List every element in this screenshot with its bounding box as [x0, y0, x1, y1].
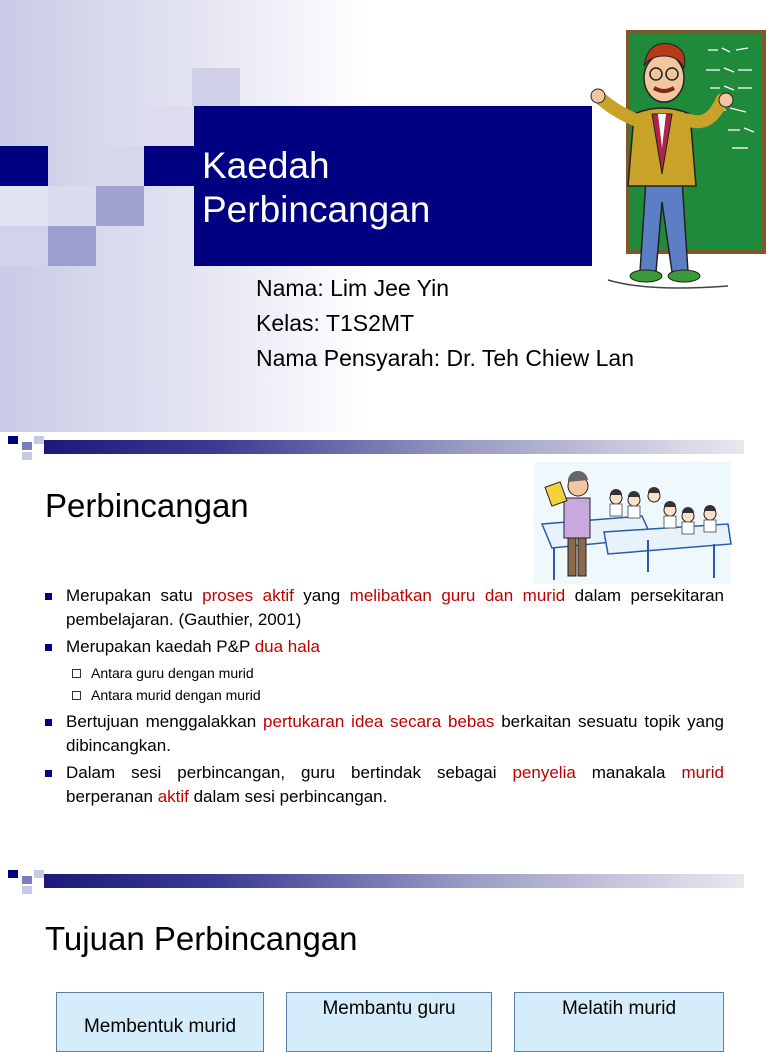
divider-pixel — [22, 876, 32, 884]
decor-square — [144, 106, 194, 146]
sub-list-item — [44, 684, 724, 706]
text: Merupakan kaedah P&P — [66, 637, 255, 656]
purpose-box-text: Membantu guru — [322, 998, 456, 1019]
text: dalam persekitaran pembelajaran. (Gauthier, 2001) — [66, 586, 725, 629]
text: berperanan — [66, 787, 158, 806]
highlight-text: murid — [681, 763, 724, 782]
text: Antara murid dengan murid — [91, 687, 261, 703]
decor-square — [48, 226, 96, 266]
list-item — [44, 710, 724, 758]
divider-pixel — [8, 870, 18, 878]
highlight-text: dua hala — [254, 637, 320, 656]
decor-square — [192, 68, 240, 106]
sub-bullet-marker — [72, 669, 81, 678]
highlight-text: penyelia — [512, 763, 576, 782]
sub-bullet-marker — [72, 691, 81, 700]
list-item — [44, 584, 724, 632]
slide-title: Tujuan Perbincangan — [45, 920, 358, 957]
text: dalam sesi perbincangan. — [188, 787, 388, 806]
decor-square — [0, 186, 48, 226]
text: Dalam sesi perbincangan, guru bertindak sebagai — [66, 763, 513, 782]
text: Merupakan satu — [66, 586, 203, 605]
highlight-text: proses aktif — [202, 586, 294, 605]
divider-bar — [44, 440, 744, 454]
bullet-marker — [45, 644, 52, 651]
list-item — [44, 635, 724, 659]
slide-divider — [0, 866, 768, 894]
list-item — [44, 761, 724, 809]
divider-pixel — [22, 442, 32, 450]
highlight-text: aktif — [157, 787, 189, 806]
purpose-box — [514, 992, 724, 1052]
student-class: Kelas: T1S2MT — [256, 310, 415, 336]
slide-title: Perbincangan — [45, 487, 249, 524]
decor-square — [96, 146, 146, 186]
text: yang — [293, 586, 350, 605]
decor-square — [144, 146, 194, 186]
decor-square — [48, 186, 96, 226]
bullet-marker — [45, 593, 52, 600]
purpose-box-text: Melatih murid — [561, 998, 677, 1019]
purpose-box-text: Membentuk murid — [83, 1016, 237, 1037]
decor-square — [0, 146, 48, 186]
divider-bar — [44, 874, 744, 888]
bullet-marker — [45, 770, 52, 777]
divider-pixel — [8, 436, 18, 444]
teacher-chalkboard-illustration — [588, 30, 764, 292]
divider-pixel — [34, 870, 44, 878]
decor-square — [0, 226, 48, 266]
purpose-box — [56, 992, 264, 1052]
text: Bertujuan menggalakkan — [66, 712, 264, 731]
slide-title — [202, 144, 430, 232]
sub-list-item — [44, 662, 724, 684]
classroom-illustration — [534, 462, 731, 584]
perbincangan-slide — [0, 462, 768, 832]
text: manakala — [575, 763, 682, 782]
divider-pixel — [22, 452, 32, 460]
bullet-marker — [45, 719, 52, 726]
divider-pixel — [34, 436, 44, 444]
purpose-box — [286, 992, 492, 1052]
text: Antara guru dengan murid — [91, 665, 254, 681]
slide-divider — [0, 432, 768, 460]
bullet-list — [44, 584, 724, 812]
lecturer-name: Nama Pensyarah: Dr. Teh Chiew Lan — [256, 345, 634, 371]
title-slide — [0, 0, 768, 432]
title-line-2: Perbincangan — [202, 189, 431, 230]
decor-square — [96, 186, 144, 226]
highlight-text: pertukaran idea secara bebas — [263, 712, 495, 731]
title-line-1: Kaedah — [202, 145, 330, 186]
divider-pixel — [22, 886, 32, 894]
presenter-info — [256, 271, 634, 376]
tujuan-slide — [0, 895, 768, 1037]
highlight-text: melibatkan guru dan murid — [349, 586, 566, 605]
text: berkaitan sesuatu topik yang dibincangkan. — [66, 712, 724, 755]
student-name: Nama: Lim Jee Yin — [256, 275, 450, 301]
